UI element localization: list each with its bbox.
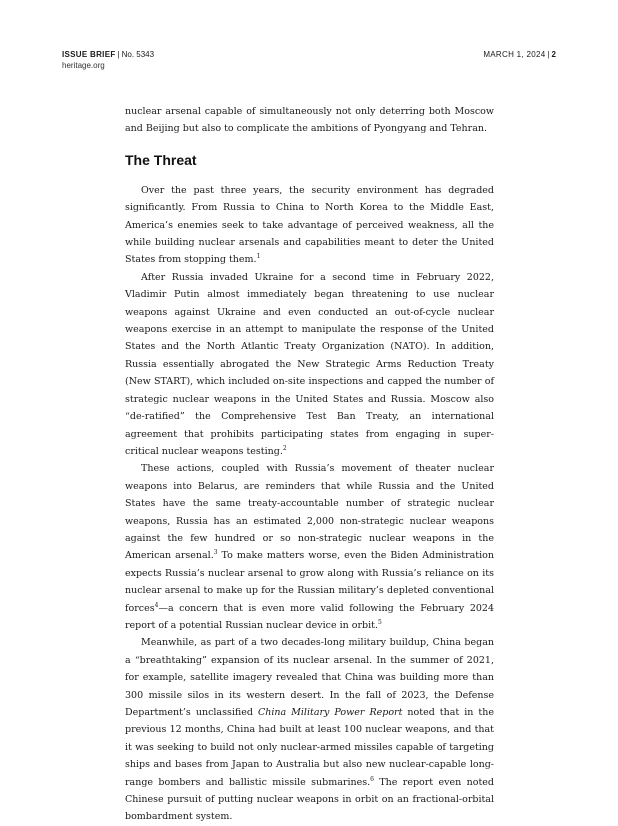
footnote-ref-1[interactable]: 1 <box>256 253 261 261</box>
paragraph-4-part-1: Meanwhile, as part of a two decades-long military buildup, China began a “breathtaking” expansion of its nuclear arsenal. In the summer of 2021, for example, satellite imagery revealed that China was building more than 300 missile silos in its western desert. In the fall of 2023, the Defense Department’s unclassified <box>125 637 494 718</box>
footnote-ref-3[interactable]: 3 <box>213 549 218 557</box>
header-separator-right: | <box>547 50 550 59</box>
section-heading: The Threat <box>125 151 197 168</box>
paragraph-2 <box>125 269 494 460</box>
paragraph-2-text: After Russia invaded Ukraine for a second time in February 2022, Vladimir Putin almost immediately began threatening to use nuclear weapons against Ukraine and even conducted an out-of-cycle nuclear weapons exercise in an attempt to manipulate the response of the United States and the North Atlantic Treaty Organization (NATO). In addition, Russia essentially abrogated the New Strategic Arms Reduction Treaty (New START), which included on-site inspections and capped the number of strategic nuclear weapons in the United States and Russia. Moscow also “de-ratified” the Comprehensive Test Ban Treaty, an international agreement that prohibits participating states from engaging in super-critical nuclear weapons testing. <box>125 271 494 457</box>
intro-paragraph: nuclear arsenal capable of simultaneously not only deterring both Moscow and Beijing but also to complicate the ambitions of Pyongyang and Tehran. <box>125 106 494 135</box>
paragraph-4-part-2: noted that in the previous 12 months, China had built at least 100 nuclear weapons, and that it was seeking to build not only nuclear-armed missiles capable of targeting ships and bases from Japan to Australia but also new nuclear-capable long-range bombers and ballistic missile submarines. <box>125 707 494 788</box>
footnote-ref-2[interactable]: 2 <box>282 444 287 452</box>
footnote-ref-4[interactable]: 4 <box>154 601 159 609</box>
site-link[interactable]: heritage.org <box>62 61 105 70</box>
paragraph-3 <box>125 460 494 634</box>
paragraph-1-text: Over the past three years, the security environment has degraded significantly. From Russia to China to North Korea to the Middle East, America’s enemies seek to take advantage of perceived weakness, all the while building nuclear arsenals and capabilities meant to deter the United States from stopping them. <box>125 184 494 266</box>
header-separator: | <box>117 50 120 59</box>
publication-date: MARCH 1, 2024 <box>483 50 546 59</box>
issue-number: No. 5343 <box>121 50 155 59</box>
page-number: 2 <box>551 50 556 59</box>
paragraph-4-part-3: The report even noted Chinese pursuit of putting nuclear weapons in orbit on an fractional-orbital bombardment system. <box>125 776 494 823</box>
paragraph-1 <box>125 182 494 269</box>
series-title: ISSUE BRIEF <box>62 50 116 59</box>
report-title: China Military Power Report <box>257 707 403 718</box>
footnote-ref-5[interactable]: 5 <box>378 618 382 626</box>
header-right <box>483 50 556 59</box>
paragraph-4 <box>125 634 494 825</box>
paragraph-3-part-1: These actions, coupled with Russia’s movement of theater nuclear weapons into Belarus, are reminders that while Russia and the United States have the same treaty-accountable number of strategic nuclear weapons, Russia has an estimated 2,000 non-strategic nuclear weapons against the few hundred or so non-strategic nuclear weapons in the American arsenal. <box>125 463 494 562</box>
header-left <box>62 50 154 70</box>
paragraph-3-part-2: To make matters worse, even the Biden Administration expects Russia’s nuclear arsenal to grow along with Russia’s reliance on its nuclear arsenal to make up for the Russian military’s depleted conventional forces <box>125 550 494 614</box>
paragraph-3-part-3: —a concern that is even more valid following the February 2024 report of a potential Russian nuclear device in orbit. <box>125 602 494 631</box>
article-body <box>125 103 494 826</box>
footnote-ref-6[interactable]: 6 <box>370 775 374 783</box>
